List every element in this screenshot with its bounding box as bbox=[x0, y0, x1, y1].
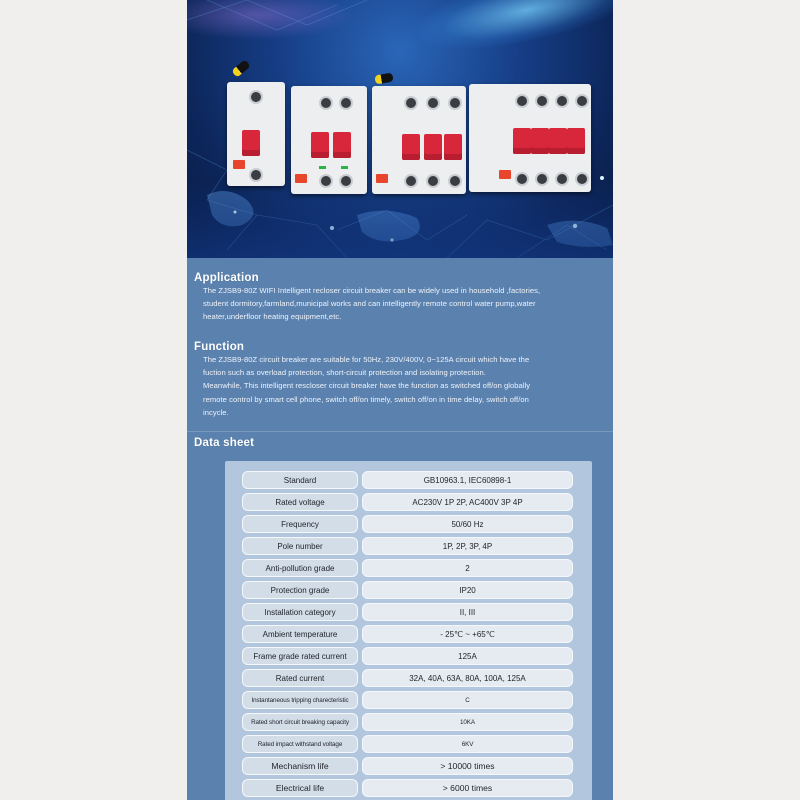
breaker-2p bbox=[291, 86, 367, 194]
function-heading: Function bbox=[194, 341, 245, 353]
function-section bbox=[187, 341, 613, 419]
spec-label: Pole number bbox=[242, 537, 358, 555]
function-line: fuction such as overload protection, short-circuit protection and isolating protection. bbox=[203, 368, 486, 378]
spec-value: C bbox=[362, 691, 573, 709]
breaker-3p bbox=[372, 86, 466, 194]
spec-label: Anti-pollution grade bbox=[242, 559, 358, 577]
section-divider bbox=[187, 431, 613, 432]
spec-label: Instantaneous tripping charecteristic bbox=[242, 691, 358, 709]
application-line: heater,underfloor heating equipment,etc. bbox=[203, 312, 342, 322]
spec-label: Rated current bbox=[242, 669, 358, 687]
spec-value: AC230V 1P 2P, AC400V 3P 4P bbox=[362, 493, 573, 511]
spec-label: Standard bbox=[242, 471, 358, 489]
spec-label: Frequency bbox=[242, 515, 358, 533]
table-row bbox=[242, 669, 574, 687]
spec-label: Mechanism life bbox=[242, 757, 358, 775]
spec-value: GB10963.1, IEC60898-1 bbox=[362, 471, 573, 489]
spec-value: 6KV bbox=[362, 735, 573, 753]
spec-value: 32A, 40A, 63A, 80A, 100A, 125A bbox=[362, 669, 573, 687]
table-row bbox=[242, 625, 574, 643]
spec-value: 1P, 2P, 3P, 4P bbox=[362, 537, 573, 555]
table-row bbox=[242, 581, 574, 599]
spec-value: > 10000 times bbox=[362, 757, 573, 775]
spec-label: Installation category bbox=[242, 603, 358, 621]
table-row bbox=[242, 537, 574, 555]
table-row bbox=[242, 647, 574, 665]
table-row bbox=[242, 691, 574, 709]
table-row bbox=[242, 559, 574, 577]
application-text bbox=[194, 284, 613, 324]
function-line: The ZJSB9-80Z circuit breaker are suitable for 50Hz, 230V/400V, 0~125A circuit which have the bbox=[203, 355, 530, 364]
function-text bbox=[194, 353, 613, 419]
table-row bbox=[242, 493, 574, 511]
breaker-1p bbox=[227, 82, 285, 186]
spec-value: 10KA bbox=[362, 713, 573, 731]
datasheet-table bbox=[225, 461, 592, 800]
application-section bbox=[187, 272, 613, 324]
application-line: The ZJSB9-80Z WIFI Intelligent recloser circuit breaker can be widely used in household ,factories, bbox=[203, 286, 541, 295]
spec-label: Rated short circuit breaking capacity bbox=[242, 713, 358, 731]
datasheet-section bbox=[187, 437, 613, 449]
breaker-4p bbox=[469, 84, 591, 192]
application-heading: Application bbox=[194, 272, 259, 284]
spec-value: > 6000 times bbox=[362, 779, 573, 797]
spec-label: Electrical life bbox=[242, 779, 358, 797]
table-row bbox=[242, 735, 574, 753]
spec-value: 2 bbox=[362, 559, 573, 577]
table-row bbox=[242, 713, 574, 731]
function-line: remote control by smart cell phone, switch off/on timely, switch off/on in time delay, switch off/on bbox=[203, 394, 529, 404]
spec-value: 50/60 Hz bbox=[362, 515, 573, 533]
table-row bbox=[242, 515, 574, 533]
function-line: Meanwhile, This intelligent rescloser circuit breaker have the function as switched off/on globally bbox=[203, 381, 531, 391]
product-hero-image bbox=[187, 0, 613, 258]
spec-label: Rated impact withstand voltage bbox=[242, 735, 358, 753]
spec-value: II, III bbox=[362, 603, 573, 621]
spec-label: Frame grade rated current bbox=[242, 647, 358, 665]
table-row bbox=[242, 757, 574, 775]
datasheet-heading: Data sheet bbox=[194, 437, 255, 449]
spec-label: Ambient temperature bbox=[242, 625, 358, 643]
spec-label: Rated voltage bbox=[242, 493, 358, 511]
spec-value: - 25℃ ~ +65℃ bbox=[362, 625, 573, 643]
table-row bbox=[242, 471, 574, 489]
table-row bbox=[242, 779, 574, 797]
product-description-page bbox=[187, 0, 613, 800]
application-line: student dormitory,farmland,municipal works and can intelligently remote control water pump,water bbox=[203, 299, 536, 309]
spec-label: Protection grade bbox=[242, 581, 358, 599]
spec-value: 125A bbox=[362, 647, 573, 665]
function-line: incycle. bbox=[203, 407, 229, 417]
table-row bbox=[242, 603, 574, 621]
spec-value: IP20 bbox=[362, 581, 573, 599]
